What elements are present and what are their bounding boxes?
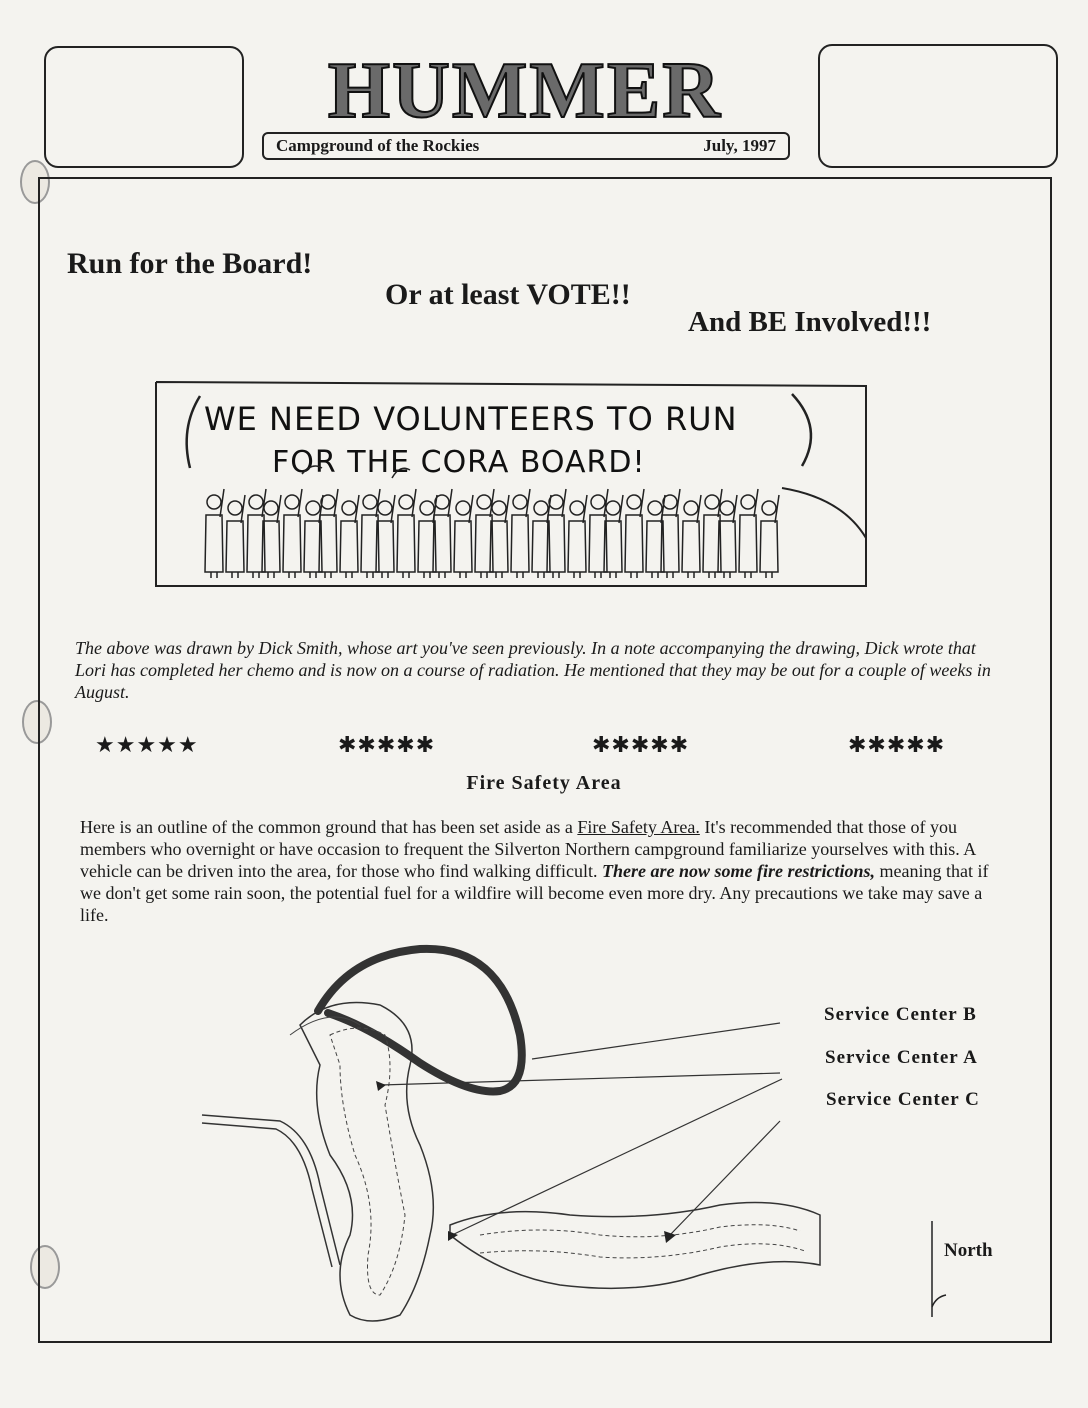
crowd-figure-head <box>321 495 335 509</box>
crowd-figure-head <box>663 495 677 509</box>
crowd-figure-head <box>228 501 242 515</box>
cartoon-crowd <box>205 489 779 578</box>
cartoon-caption: The above was drawn by Dick Smith, whose art you've seen previously. In a note accompanying the drawing, Dick wrote that Lori has completed her chemo and is now on a course of radiation. He mentioned that they may be out for a couple of weeks in August. <box>75 638 991 702</box>
headline-involved: And BE Involved!!! <box>688 306 932 338</box>
crowd-figure-head <box>264 501 278 515</box>
cartoon-drawing <box>152 378 870 590</box>
crowd-figure-head <box>285 495 299 509</box>
north-label: North <box>944 1240 993 1261</box>
service-center-a-label: Service Center A <box>825 1047 978 1068</box>
volunteer-cartoon <box>152 378 870 590</box>
crowd-figure-head <box>606 501 620 515</box>
crowd-figure-head <box>684 501 698 515</box>
masthead-subtitle: Campground of the Rockies <box>276 136 480 155</box>
fire-text-c: meaning that if we don't get some rain soon, the potential fuel for a wildfire will become even more dry. Any precautions we take may save a life. <box>80 861 989 925</box>
header-right-box <box>818 44 1058 168</box>
crowd-figure-body <box>760 521 778 578</box>
crowd-figure-head <box>492 501 506 515</box>
crowd-figure-head <box>420 501 434 515</box>
crowd-figure-head <box>549 495 563 509</box>
crowd-figure-head <box>720 501 734 515</box>
separator-stars-2: ✱✱✱✱✱ <box>338 732 436 757</box>
crowd-figure-body <box>625 515 643 578</box>
masthead-date: July, 1997 <box>703 136 776 155</box>
separator-stars-3: ✱✱✱✱✱ <box>592 732 690 757</box>
crowd-figure-head <box>648 501 662 515</box>
fire-text-b: It's recommended that those of you members who overnight or have occasion to frequent the Silverton Northern campground familiarize yourselves with this. A vehicle can be driven into the area, for those who find walking difficult. <box>80 817 976 881</box>
header-left-box <box>44 46 244 168</box>
crowd-figure-head <box>399 495 413 509</box>
crowd-figure-head <box>570 501 584 515</box>
crowd-figure-head <box>762 501 776 515</box>
crowd-figure-head <box>363 495 377 509</box>
crowd-figure-head <box>741 495 755 509</box>
crowd-figure-body <box>682 521 700 578</box>
crowd-figure-head <box>378 501 392 515</box>
crowd-figure-head <box>435 495 449 509</box>
fire-restrictions-emphasis: There are now some fire restrictions, <box>602 861 875 881</box>
crowd-figure-head <box>207 495 221 509</box>
campground-map-drawing <box>180 935 1040 1340</box>
crowd-figure-head <box>342 501 356 515</box>
service-center-c-label: Service Center C <box>826 1089 980 1110</box>
crowd-figure-body <box>283 515 301 578</box>
masthead-subtitle-bar <box>262 132 790 160</box>
crowd-figure-head <box>513 495 527 509</box>
fire-safety-title: Fire Safety Area <box>466 772 622 794</box>
headline-run: Run for the Board! <box>67 247 313 280</box>
crowd-figure-head <box>306 501 320 515</box>
cartoon-banner-line1: WE NEED VOLUNTEERS TO RUN <box>204 400 738 438</box>
crowd-figure-body <box>226 521 244 578</box>
fire-safety-paragraph <box>80 816 1000 926</box>
crowd-figure-body <box>340 521 358 578</box>
cartoon-banner-line2: FOR THE CORA BOARD! <box>272 445 646 480</box>
fire-text-a: Here is an outline of the common ground that has been set aside as a <box>80 817 578 837</box>
masthead-title: HUMMER <box>327 47 723 135</box>
crowd-figure-head <box>534 501 548 515</box>
fire-safety-area-term: Fire Safety Area. <box>577 817 700 837</box>
crowd-figure-body <box>568 521 586 578</box>
crowd-figure-body <box>397 515 415 578</box>
service-center-b-label: Service Center B <box>824 1004 977 1025</box>
separator-stars-1: ★★★★★ <box>95 732 199 757</box>
crowd-figure-head <box>705 495 719 509</box>
crowd-figure-body <box>205 515 223 578</box>
crowd-figure-body <box>739 515 757 578</box>
headline-vote: Or at least VOTE!! <box>385 278 631 311</box>
crowd-figure-head <box>456 501 470 515</box>
campground-map <box>180 935 1040 1340</box>
crowd-figure-head <box>591 495 605 509</box>
crowd-figure-body <box>454 521 472 578</box>
crowd-figure-head <box>477 495 491 509</box>
crowd-figure-head <box>249 495 263 509</box>
crowd-figure-head <box>627 495 641 509</box>
separator-stars-4: ✱✱✱✱✱ <box>848 732 946 757</box>
crowd-figure-body <box>511 515 529 578</box>
